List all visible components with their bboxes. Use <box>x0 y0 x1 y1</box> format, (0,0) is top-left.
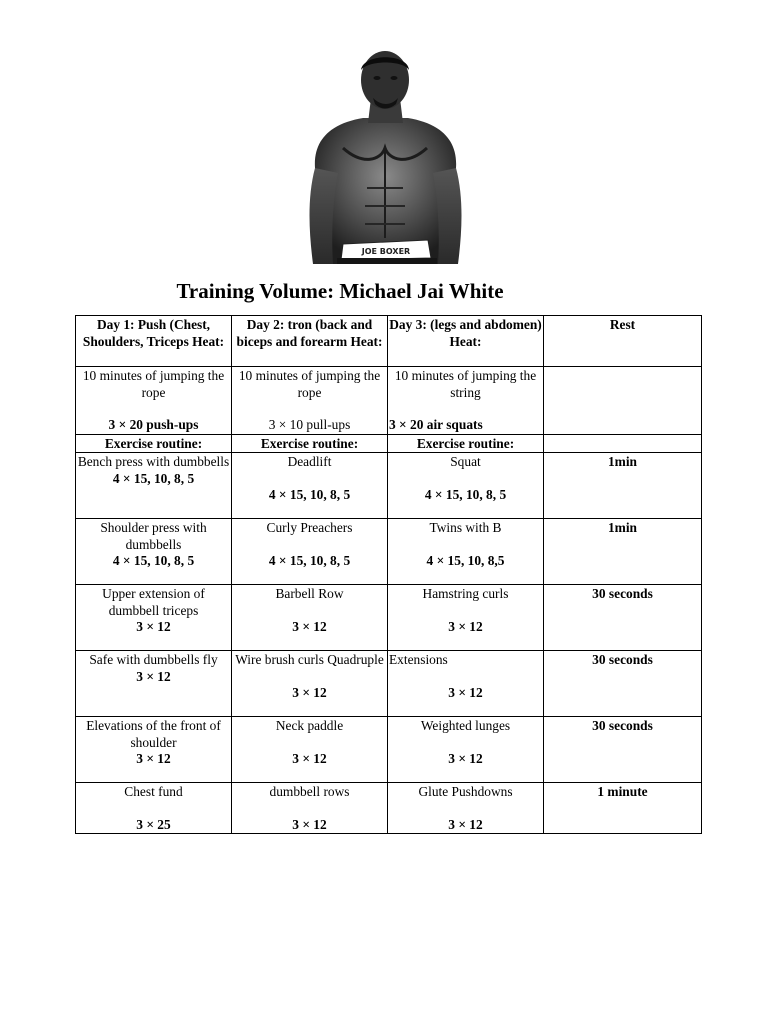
routine-label-day1: Exercise routine: <box>76 434 232 453</box>
exercise-sets: 4 × 15, 10, 8, 5 <box>112 553 195 568</box>
exercise-sets: 3 × 12 <box>448 618 483 634</box>
exercise-sets: 3 × 12 <box>136 619 171 634</box>
exercise-day3 <box>388 519 544 585</box>
exercise-sets: 3 × 25 <box>136 816 171 832</box>
exercise-sets: 3 × 12 <box>292 684 327 700</box>
exercise-day2 <box>232 651 388 717</box>
rest-time: 1min <box>544 519 702 585</box>
exercise-name: Shoulder press with dumbbells <box>100 520 207 552</box>
exercise-day3 <box>388 453 544 519</box>
warmup-row <box>76 367 702 435</box>
routine-label-day3: Exercise routine: <box>388 434 544 453</box>
rest-time: 30 seconds <box>544 585 702 651</box>
warmup-day2 <box>232 367 388 435</box>
exercise-row <box>76 453 702 519</box>
athlete-photo <box>303 48 468 264</box>
exercise-day1 <box>76 585 232 651</box>
exercise-name: Bench press with dumbbells <box>77 454 230 469</box>
exercise-name: Hamstring curls <box>422 586 509 601</box>
rest-time: 1min <box>544 453 702 519</box>
rest-time: 30 seconds <box>544 651 702 717</box>
header-day1: Day 1: Push (Chest, Shoulders, Triceps Heat: <box>76 316 232 367</box>
exercise-name: Elevations of the front of shoulder <box>86 718 221 750</box>
exercise-day3 <box>388 585 544 651</box>
exercise-sets: 3 × 12 <box>448 750 483 766</box>
exercise-name: Upper extension of dumbbell triceps <box>102 586 205 618</box>
routine-label-day2: Exercise routine: <box>232 434 388 453</box>
warmup-activity: 10 minutes of jumping the string <box>394 368 537 400</box>
header-day3: Day 3: (legs and abdomen) Heat: <box>388 316 544 367</box>
warmup-activity: 10 minutes of jumping the rope <box>82 368 225 400</box>
exercise-name: Glute Pushdowns <box>418 784 513 799</box>
exercise-row <box>76 585 702 651</box>
exercise-day3 <box>388 651 544 717</box>
exercise-name: Neck paddle <box>275 718 344 733</box>
exercise-sets: 3 × 12 <box>136 668 171 684</box>
exercise-row <box>76 519 702 585</box>
routine-label-row <box>76 434 702 453</box>
warmup-rest <box>544 367 702 435</box>
exercise-name: Squat <box>450 454 481 469</box>
exercise-name: Chest fund <box>124 784 183 799</box>
exercise-sets: 3 × 12 <box>292 618 327 634</box>
exercise-sets: 4 × 15, 10, 8, 5 <box>424 486 507 502</box>
warmup-day1 <box>76 367 232 435</box>
exercise-sets: 3 × 12 <box>292 750 327 766</box>
exercise-name: Barbell Row <box>275 586 344 601</box>
exercise-name: Wire brush curls Quadruple <box>235 652 384 667</box>
exercise-name: Weighted lunges <box>420 718 511 733</box>
exercise-name: dumbbell rows <box>269 784 350 799</box>
exercise-sets: 4 × 15, 10, 8, 5 <box>268 486 351 502</box>
rest-time: 30 seconds <box>544 717 702 783</box>
exercise-day2 <box>232 453 388 519</box>
exercise-sets: 3 × 12 <box>448 816 483 832</box>
exercise-day2 <box>232 519 388 585</box>
exercise-name: Curly Preachers <box>266 520 353 535</box>
rest-time: 1 minute <box>544 783 702 834</box>
exercise-day3 <box>388 717 544 783</box>
training-table <box>75 315 702 834</box>
exercise-day3 <box>388 783 544 834</box>
exercise-row <box>76 783 702 834</box>
warmup-activity: 10 minutes of jumping the rope <box>238 368 381 400</box>
exercise-day1 <box>76 783 232 834</box>
warmup-sets: 3 × 10 pull-ups <box>268 417 351 432</box>
header-rest: Rest <box>544 316 702 367</box>
exercise-sets: 4 × 15, 10, 8,5 <box>426 552 505 568</box>
warmup-day3 <box>388 367 544 435</box>
exercise-day1 <box>76 519 232 585</box>
exercise-day1 <box>76 717 232 783</box>
exercise-day2 <box>232 585 388 651</box>
header-row <box>76 316 702 367</box>
header-day2: Day 2: tron (back and biceps and forearm Heat: <box>232 316 388 367</box>
exercise-sets: 4 × 15, 10, 8, 5 <box>112 470 195 486</box>
exercise-name: Safe with dumbbells fly <box>89 652 218 667</box>
exercise-day2 <box>232 717 388 783</box>
exercise-day2 <box>232 783 388 834</box>
waistband-text: JOE BOXER <box>361 247 411 256</box>
exercise-sets: 3 × 12 <box>448 684 483 700</box>
warmup-sets: 3 × 20 air squats <box>389 417 483 432</box>
exercise-name: Extensions <box>389 652 448 667</box>
exercise-name: Deadlift <box>287 454 332 469</box>
exercise-sets: 4 × 15, 10, 8, 5 <box>268 552 351 568</box>
exercise-day1 <box>76 453 232 519</box>
page-title-text: Training Volume: Michael Jai White <box>176 279 504 303</box>
warmup-sets: 3 × 20 push-ups <box>108 417 199 432</box>
exercise-day1 <box>76 651 232 717</box>
exercise-row <box>76 651 702 717</box>
exercise-sets: 3 × 12 <box>292 816 327 832</box>
routine-label-rest <box>544 434 702 453</box>
page-title <box>0 279 680 304</box>
exercise-sets: 3 × 12 <box>136 751 171 766</box>
exercise-name: Twins with B <box>429 520 502 535</box>
exercise-row <box>76 717 702 783</box>
